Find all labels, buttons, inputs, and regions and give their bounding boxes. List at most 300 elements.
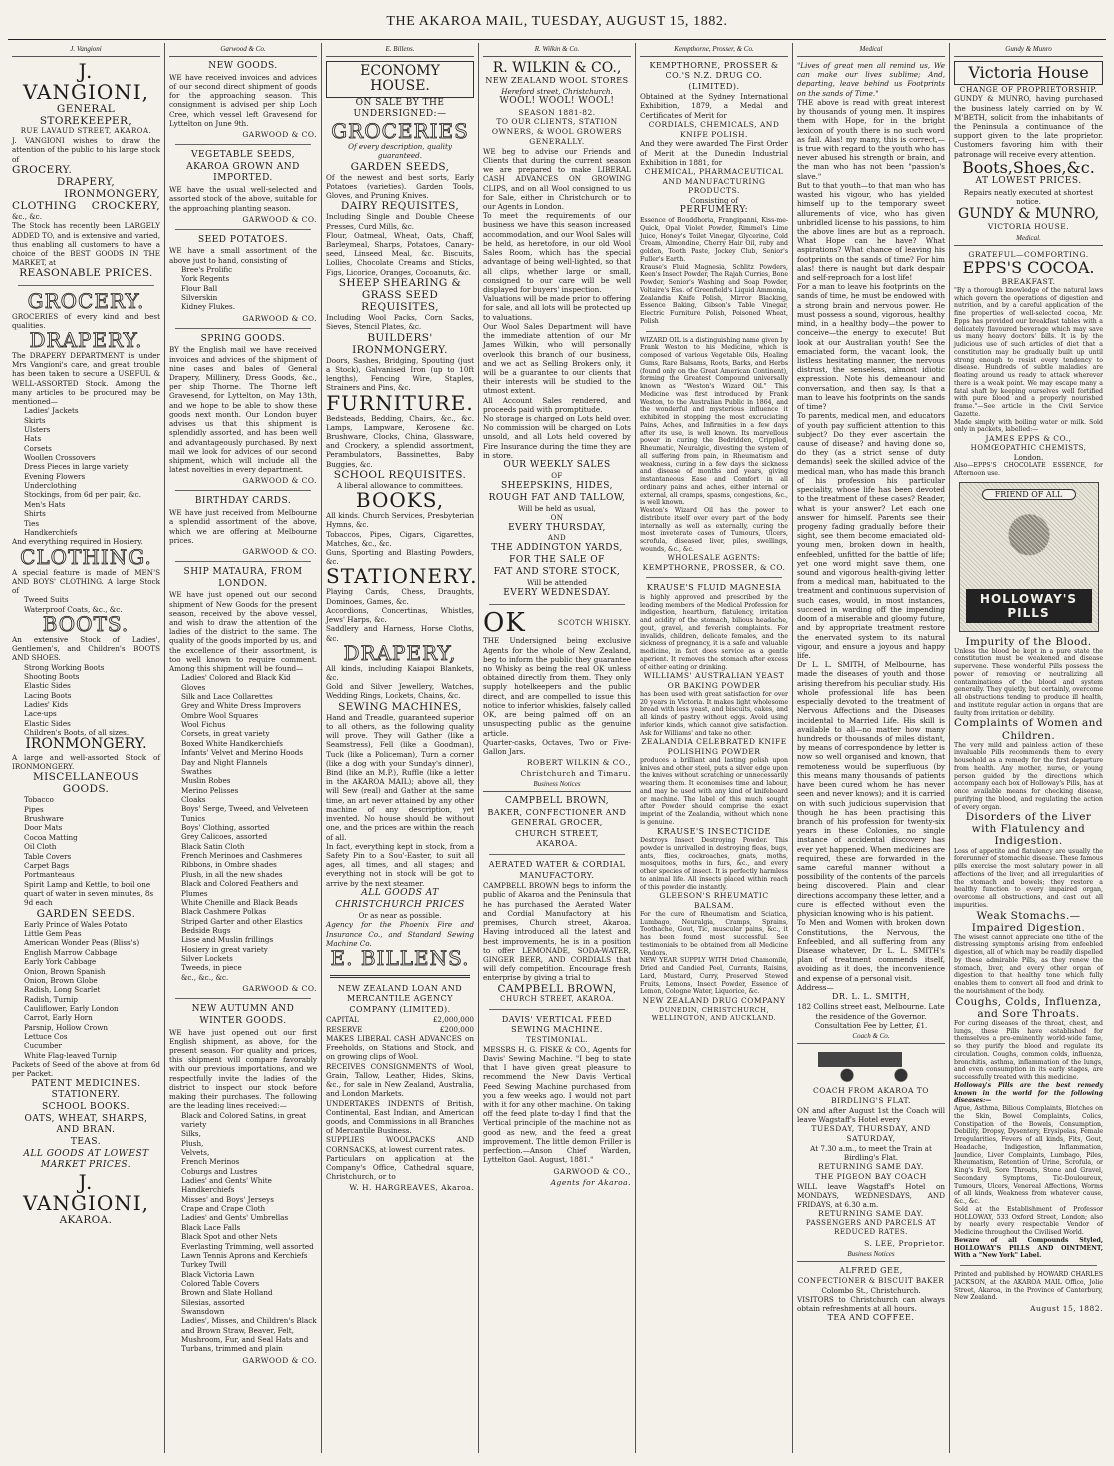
list-item: Shirts	[24, 509, 46, 519]
hosiery-text: And everything required in Hosiery.	[12, 537, 143, 547]
krause-heading: KRAUSE'S FLUID MAGNESIA	[646, 583, 782, 593]
billens-name: E. BILLENS.	[330, 946, 470, 971]
kpc-heading: KEMPTHORNE, PROSSER & CO.'S N.Z. DRUG CO. (LIMITED).	[649, 61, 779, 91]
seeds-list	[12, 920, 160, 1060]
clothing-heading: CLOTHING.	[20, 544, 152, 569]
capital-row	[326, 1015, 474, 1024]
weekly-of: OF	[551, 471, 563, 480]
list-item: Lace-ups	[24, 709, 57, 719]
obtained-text: Obtained at the Sydney International Exhibition, 1879, a Medal and Certificates of Merit for	[640, 92, 788, 120]
wilkin-body4: Our Wool Sales Department will have the immediate attention of our Mr James Wilkin, who will personally overlook this branch of our business, and we act as Selling Brokers only, it will be a guarantee to our clients that their interests will be studied to the utmost extent.	[483, 321, 631, 396]
school-heading: SCHOOL REQUISITES.	[333, 468, 467, 481]
wholesale-agents: WHOLESALE AGENTS:	[667, 553, 761, 562]
masthead: THE AKAROA MAIL, TUESDAY, AUGUST 15, 1882.	[8, 14, 1106, 40]
list-item: Crape and Crape Cloth	[181, 1204, 266, 1214]
birthday-heading: BIRTHDAY CARDS.	[194, 496, 292, 507]
perfumery-text: Essence of Bouddhoria, Frangipanni, Kiss-me-Quick, Opal Violet Powder, Rimmel's Lime Juice, Honey's Toilet Vinegar, Glycerine, Cold Cream, Almondine, Cherry Hair Oil, ruby and golden, Tooth Paste, Jockey Club, Senior's Fuller's Earth.	[640, 217, 788, 263]
insecticide-heading: KRAUSE'S INSECTICIDE	[657, 826, 771, 836]
list-item: Onion, Brown Globe	[24, 975, 98, 985]
lee-signature: S. LEE, Proprietor.	[864, 1239, 945, 1249]
repairs: Repairs neatly executed at shortest notice.	[963, 188, 1094, 207]
capital-value: £2,000,000	[432, 1015, 474, 1025]
list-item: Strong Working Boots	[24, 662, 105, 672]
column-billens	[322, 43, 479, 1453]
victoria-house-line: VICTORIA HOUSE.	[987, 221, 1070, 231]
wilkin-name: R. WILKIN & CO.,	[492, 60, 622, 76]
oats-line: OATS, WHEAT, SHARPS, AND BRAN.	[24, 1113, 148, 1136]
gee-address: Colombo St., Christchurch.	[821, 1285, 921, 1295]
garwood-agent: GARWOOD & CO.,	[553, 1166, 631, 1176]
garwood-signature: GARWOOD & CO.	[242, 984, 317, 994]
list-item: Parsnip, Hollow Crown	[24, 1022, 109, 1032]
gee-name: ALFRED GEE,	[839, 1266, 903, 1276]
dairy-heading: DAIRY REQUISITES,	[340, 200, 460, 213]
weekly-on: ON	[550, 513, 564, 522]
list-item: Black Victoria Lawn	[181, 1269, 255, 1279]
list-item: Ladies' Kids	[24, 699, 69, 709]
misc-heading: MISCELLANEOUS GOODS.	[32, 771, 140, 796]
every-thursday: EVERY THURSDAY,	[508, 522, 606, 533]
particulars-text: Particulars on application at the Company's Office, Cathedral square, Christchurch, or to	[326, 1153, 474, 1182]
chemical-line: CHEMICAL, PHARMACEUTICAL AND MANUFACTURING PRODUCTS.	[644, 166, 784, 196]
ship-list	[169, 673, 317, 982]
akaroa-line: AKAROA.	[536, 839, 578, 849]
list-item: Boys' Clothing, assorted	[181, 823, 270, 833]
line-drapery: DRAPERY,	[56, 175, 116, 188]
list-item: Little Gem Peas	[24, 929, 82, 939]
boots-shoes: Boots,Shoes,&c.	[962, 157, 1095, 177]
every-wednesday: EVERY WEDNESDAY.	[503, 587, 611, 598]
list-item: Ladies' and Gents' White Handkerchiefs	[181, 1176, 272, 1195]
list-item: Radish, Long Scarlet	[24, 985, 101, 995]
list-item: Tweeds, in piece	[181, 963, 242, 973]
zealandia-text: produces a brilliant and lasting polish upon knives and other steel, puts a silver edge upon the knives without scratching or unnecessarily wearing them. It economises time and labour, and may be used with any kind of knifeboard or machine. The label of this much sought after Powder should comprise the exact imprint of the Zealandia, without which none is genuine.	[640, 756, 788, 826]
change-proprietorship: CHANGE OF PROPRIETORSHIP.	[959, 84, 1098, 94]
williams-heading: WILLIAMS' AUSTRALIAN YEAST OR BAKING POWDER	[643, 671, 785, 691]
list-item: Lettuce Cos	[24, 1032, 68, 1042]
column-head: Gundy & Munro	[954, 43, 1103, 57]
list-item: Silver Lockets	[181, 954, 233, 964]
builders-text: Doors, Sashes, Bridging, Spouting (just a Stock), Galvanised Iron (up to 10ft lengths), Fencing Wire, Staples, Strainers and Pins, &c.	[326, 355, 474, 393]
medical-body5: Dr L. L. SMITH, of Melbourne, has made the diseases of youth and those arising therefrom his peculiar study. His whole professional life has been especially devoted to the treatment of Nervous Affections and the Diseases incidental to Married Life. His skill is available to all—no matter how many hundreds or thousands of miles distant, by means of correspondence by letter is now so well organised and known, that remoteness would be superfluous (by this means many thousands of patients have been cured whom he has never seen and never knows); and it is carried on with such judicious supervision that though he has been practising this branch of his profession for twenty-six years in these Colonies, no single instance of accidental discovery has ever yet happened. When medicines are required, these are forwarded in the same careful manner without a possibility of the contents of the parcels being discovered. Plain and clear directions accompany these letter, and a cure is effected without even the physician knowing who is his patient.	[797, 660, 945, 919]
weekly-sales: OUR WEEKLY SALES	[503, 460, 611, 471]
garden-heading: GARDEN SEEDS,	[350, 160, 450, 173]
veg-seeds-text: WE have the usual well-selected and assorted stock of the above, suitable for the approaching planting season.	[169, 185, 317, 213]
vangioni-trade: GENERAL STOREKEEPER,	[39, 103, 133, 128]
list-item: Coburgs and Lustres	[181, 1166, 258, 1176]
wilkin-body6: No storage is charged on Lots held over. No commission will be charged on Lots unsold, and all Lots held covered by Fire Insurance during the time they are in store.	[483, 414, 631, 460]
shearing-text: Including Wool Packs, Corn Sacks, Sieves, Stencil Plates, &c.	[326, 313, 474, 332]
nz-drug-cities: DUNEDIN, CHRISTCHURCH, WELLINGTON, AND AUCKLAND.	[651, 1005, 777, 1023]
doctor-address: 182 Collins street east, Melbourne. Late the residence of the Governor.	[797, 1002, 945, 1021]
list-item: Shooting Boots	[24, 671, 80, 681]
ok-heading: OK	[483, 608, 526, 639]
returning: RETURNING SAME DAY.	[818, 1162, 924, 1172]
accordions-text: Accordions, Concertinas, Whistles, Jews' Harps, &c.	[326, 605, 474, 625]
krause-list: Krause's Fluid Magnesia, Schlitz Powders, Keen's Insect Powder, The Rajah Curries, Bone Powder, Senior's Washing and Soap Powder, Voltaire's Ess. of Greenfield's Liquid Ammonia, Zealandia Knife Polish, Mirror Blacking, Essence Baking, Gibson's Table Vinegar, Electric Furniture Polish, Poisoned Wheat, Polish	[640, 263, 788, 325]
column-gundy-munro	[950, 43, 1107, 1453]
list-item: Corsets	[24, 443, 52, 453]
awarded-text: And they were awarded The First Order of Merit at the Dunedin Industrial Exhibition in 1881, for	[640, 139, 788, 167]
wool-stores: NEW ZEALAND WOOL STORES	[485, 76, 629, 86]
list-item: Dress Pieces in large variety	[24, 462, 129, 472]
column-head: J. Vangioni	[12, 43, 160, 57]
complaints-text: The very mild and painless action of these invaluable Pills recommends them to every household as a remedy for the first departure from health. Any mother, nurse, or young person guided by the directions which accompany each box of Holloway's Pills, has at once available means for checking disease, purifying the blood, and regulating the action of every organ.	[954, 741, 1103, 811]
addington: THE ADDINGTON YARDS, FOR THE SALE OF	[491, 543, 623, 566]
insecticide-text: Destroys Insect Destroying Powder. This powder is unrivalled in destroying fleas, bugs, ants, flies, cockroaches, gnats, moths, mosquitoes, moths in furs, &c., and every other species of insect. It is perfectly harmless to animal life. All insects placed within reach of this powder die instantly.	[640, 837, 788, 891]
list-item: &c., &c., &c.	[181, 972, 229, 982]
list-item: Children's Boots, of all sizes.	[24, 728, 130, 738]
list-item: Striped Garter and other Elastics	[181, 916, 303, 926]
line-crockery: CROCKERY,	[91, 200, 160, 213]
agency-text: Agency for the Phoenix Fire and Insurance Co., and Standard Sewing Machine Co.	[326, 920, 474, 948]
diseases-list: Ague, Asthma, Bilious Complaints, Blotches on the Skin, Bowel Complaints, Colics, Constipation of the Bowels, Consumption, Debility, Dropsy, Dysentery, Erysipelas, Female Irregularities, Fevers of all kinds, Fits, Gout, Headache, Indigestion, Inflammation, Jaundice, Liver Complaints, Lumbago, Piles, Rheumatism, Retention of Urine, Scrofula, or King's Evil, Sore Throats, Stone and Gravel, Secondary Symptoms, Tic-Douloureux, Tumours, Ulcers, Venereal Affections, Worms of all kinds, Weakness from whatever cause, &c., &c.	[954, 1105, 1103, 1206]
list-item: Handkerchiefs	[24, 527, 78, 537]
medical-body3: For a man to leave his footprints on the sands of time, he must be endowed with a strong brain and nervous power. He must possess a sound, vigorous, healthy mind, in a healthy body—the power to conceive—the energy to execute! But look at our Australian youth! See the emaciated form, the vacant look, the listless hesitating manner, the nervous distrust, the senseless, almost idiotic expression. Note his demeanour and conversation, and then say, Is that a man to leave his footprints on the sands of time?	[797, 282, 945, 412]
list-item: Men's Hats	[24, 499, 66, 509]
list-item: Portmanteaus	[24, 870, 75, 880]
seeds-heading: GARDEN SEEDS.	[36, 907, 136, 920]
wilkin-signature: ROBERT WILKIN & CO.,	[526, 758, 631, 768]
campbell-name: CAMPBELL BROWN,	[504, 796, 610, 807]
wizard-oil-text: WIZARD OIL is a distinguishing name given by Frank Weston to his Medicine, which is composed of various Vegetable Oils, Healing Gums, Rare Balsams, Roots, Barks, and Herbs (found only on the Great American Continent), forming the Greatest Compound universally known as "Weston's Wizard Oil." This Medicine was first introduced by Frank Weston, to the Australian Public in 1864, and the wonderful and mysterious influence it exhibited in stopping the most excruciating Pains, Aches, and Infirmities in a few days after its use, is well known. Its marvellous power in curing the Bedridden, Crippled, Rheumatic, Neuralgic, divesting the system of all suffering from pain, in Rheumatism and weakness, curing in a few days the sickness and disease of months and years, giving instantaneous Ease and Comfort in all ordinary pains and aches, either internal or external, all cramps, spasms, congestions, &c., is well known.	[640, 336, 788, 507]
cordials-line: CORDIALS, CHEMICALS, AND KNIFE POLISH.	[648, 119, 780, 139]
column-garwood	[165, 43, 322, 1453]
column-head: Medical	[797, 43, 945, 57]
misc-list	[12, 795, 160, 907]
list-item: Everlasting Trimming, well assorted	[181, 1241, 314, 1251]
jewellery-text: Gold and Silver Jewellery, Watches, Wedding Rings, Lockets, Chains, &c.	[326, 682, 474, 701]
drapery-text: The DRAPERY DEPARTMENT is under Mrs Vangioni's care, and great trouble has been taken to secure a USEFUL & WELL-ASSORTED Stock. Among the many articles to be procured may be mentioned—	[12, 350, 160, 407]
list-item: Ladies' Jackets	[24, 406, 79, 416]
list-item: Velvets,	[181, 1147, 210, 1157]
new-goods-heading: NEW GOODS.	[208, 61, 278, 71]
medical-body4: To parents, medical men, and educators of youth pay sufficient attention to this subject? Do they ever ascertain the cause of disease? and having done so, do they (as a strict sense of duty demands) seek the skilled advice of the medical man, who has made this branch of his profession his particular speciality, whose life has been devoted to the treatment of these cases? Reader, what is your answer? Let each one answer for himself. Parents see their progeny fading gradually before their sight, see them become emaciated old-young men, broken down in health, enfeebled, unfitted for the battle of life; yet one word might save them, one sound and vigorous health-giving letter from a medical man, habituated to the treatment and continuous supervision of such cases, would, in most instances, succeed in warding off the impending doom of a miserable and gloomy future, and by appropriate treatment restore the enervated system to its natural vigour, and ensure a joyous and happy life.	[797, 411, 945, 660]
list-item: Boys' Serge, Tweed, and Velveteen Tunics	[181, 804, 309, 823]
wilkin-street: Hereford street, Christchurch.	[501, 86, 613, 96]
new-goods-text: WE have received invoices and advices of our second direct shipment of goods for the approaching season. This consignment is advised per ship Loch Cree, which vessel left Gravesend for Lyttelton on June 9th.	[169, 72, 317, 128]
list-item: Tweed Suits	[24, 595, 69, 605]
wilkin-body5: All Account Sales rendered, and proceeds paid with promptitude.	[483, 395, 631, 414]
list-item: Bedside Rugs	[181, 926, 231, 935]
krause-text: is highly approved and prescribed by the leading members of the Medical Profession for indigestion, heartburn, flatulency, irritation and acidity of the stomach, bilious headache, gout, gravel, and feverish complaints. For invalids, children, delicate females, and the sickness of pregnancy, it is a safe and valuable medicine, in fact does service as a gentle aperient. It removes the stomach after excess of either eating or drinking.	[640, 593, 788, 671]
list-item: Cucumber	[24, 1041, 62, 1051]
vangioni-intro: J. VANGIONI wishes to draw the attention of the public to his large stock of	[12, 136, 160, 164]
column-wilkin	[479, 43, 636, 1453]
autumn-list	[169, 1111, 317, 1354]
list-item: Oil Cloth	[24, 842, 57, 852]
davis-heading: DAVIS' VERTICAL FEED SEWING MACHINE.	[501, 1014, 613, 1035]
seed-potatoes-text: WE have a small assortment of the above just to hand, consisting of	[169, 246, 317, 265]
groceries-sub: Of every description, quality guaranteed.	[348, 142, 452, 161]
dairy-list: Flour, Oatmeal, Wheat, Oats, Chaff, Barleymeal, Sharps, Potatoes, Canary-seed, Linseed Meal, &c. Biscuits, Lollies, Chocolate Creams and Sticks, Figs, Licorice, Oranges, Cocoanuts, &c.	[326, 230, 474, 277]
furniture-heading: FURNITURE.	[326, 390, 474, 415]
list-item: Wool Fichus	[181, 720, 226, 730]
gee-trade: CONFECTIONER & BISCUIT BAKER	[797, 1276, 945, 1285]
address-label: Address—	[797, 982, 834, 992]
garwood-signature: GARWOOD & CO.	[242, 313, 317, 323]
list-item: Lawn Tennis Aprons and Kerchiefs	[181, 1250, 308, 1260]
list-item: White Chenille and Black Beads	[181, 897, 298, 907]
list-item: Ribbons, in Ombre shades	[181, 860, 277, 870]
lowest-prices: ALL GOODS AT LOWEST MARKET PRICES.	[23, 1148, 149, 1171]
autumn-heading: NEW AUTUMN AND WINTER GOODS.	[191, 1004, 295, 1026]
boots-text: An extensive Stock of Ladies', Gentlemen's, and Children's BOOTS AND SHOES.	[12, 634, 160, 663]
list-item: Merino Pelisses	[181, 785, 239, 795]
testimonial-heading: TESTIMONIAL.	[526, 1035, 588, 1044]
builders-heading: BUILDERS' IRONMONGERY.	[352, 331, 448, 356]
held-attended: Will be attended	[527, 578, 587, 588]
school-text: A liberal allowance to committees.	[336, 480, 464, 490]
veg-seeds-heading: VEGETABLE SEEDS, AKAROA GROWN AND IMPORTED.	[186, 150, 300, 184]
drapery-list	[12, 406, 160, 537]
list-item: Carrot, Early Horn	[24, 1013, 93, 1023]
season: SEASON 1881-82.	[518, 107, 596, 117]
gundy-munro-name: GUNDY & MUNRO,	[957, 205, 1100, 222]
list-item: French Merinoes and Cashmeres	[181, 851, 303, 861]
list-item: Spirit Lamp and Kettle, to boil one quart of water in seven minutes, 8s 9d each	[24, 879, 154, 908]
list-item: Skirts	[24, 415, 46, 425]
list-item: Lacing Boots	[24, 690, 72, 700]
books-text: All kinds. Church Services, Presbyterian Hymns, &c.	[326, 511, 474, 530]
london: London.	[1013, 452, 1044, 462]
column-head: Garwood & Co.	[169, 43, 317, 57]
list-item: Table Covers	[24, 851, 72, 861]
garwood-signature: GARWOOD & CO.	[242, 214, 317, 224]
beware-text: Beware of all Compounds Styled, HOLLOWAY'S PILLS AND OINTMENT, With a "New York" Label.	[954, 1236, 1103, 1260]
weak-heading: Weak Stomachs.—Impaired Digestion.	[971, 909, 1086, 934]
coach-illustration	[811, 1048, 931, 1082]
returning2: RETURNING SAME DAY.	[818, 1209, 924, 1219]
liver-text: Loss of appetite and flatulency are usually the forerunner of stomachic disease. These famous pills exercise the most salutary power in all affections of the liver, and all irregularities of the stomach and bowels; they restore a healthy function to every impaired organ, overcome all obstructions, and cast out all impurities.	[954, 847, 1103, 909]
list-item: Muslin Robes	[181, 776, 231, 786]
kpc-agents: KEMPTHORNE, PROSSER, & CO.	[642, 562, 786, 572]
list-item: Bree's Prolific	[181, 264, 233, 274]
list-item: Silks,	[181, 1129, 201, 1139]
saddlery-text: Saddlery and Harness, Horse Cloths, &c.	[326, 624, 474, 643]
sewing-heading: SEWING MACHINES,	[338, 700, 462, 713]
list-item: Flour Ball	[181, 283, 218, 293]
homeopathic: HOMŒOPATHIC CHEMISTS,	[970, 443, 1087, 452]
aerated-text: CAMPBELL BROWN begs to inform the public of Akaroa and the Peninsula that he has purchased the Aerated Water and Cordial Manufactory at his premises, Church street, Akaroa. Having introduced all the latest and best improvements, he is in a position to offer LEMONADE, SODA-WATER, GINGER BEER, AND CORDIALS that will defy competition. Encourage fresh enterprise by giving a trial to	[483, 881, 631, 983]
clients-heading: TO OUR CLIENTS, STATION OWNERS, & WOOL GROWERS GENERALLY.	[491, 117, 623, 146]
list-item: Stockings, from 6d per pair, &c.	[24, 490, 141, 500]
spring-goods-text: BY the English mail we have received invoices and advices of the shipment of nine cases and bales of General Drapery, Millinery, Dress Goods, &c., per ship Thorne. The Thorne left Gravesend, for Lyttelton, on May 13th, and we hope to be able to show these goods next month. Our London buyer advises us that this shipment is splendidly assorted, and has been well and advantageously purchased. By next mail we look for advices of our second shipment, which will include all the latest novelties in every department.	[169, 345, 317, 475]
birthday-text: WE have just received from Melbourne a splendid assortment of the above, which we are offering at Melbourne prices.	[169, 508, 317, 545]
column-head: R. Wilkin & Co.	[483, 43, 631, 57]
indents-text: UNDERTAKES INDENTS of British, Continental, East Indian, and American goods, and Commissions in all Branches of Mercantile Business.	[326, 1098, 474, 1136]
medical-body2: But to that youth—to that man who has wasted his vigour, who has yielded himself up to the temporary sweet allurements of vice, who has given unbridled license to his passions, to him the above lines are but as a reproach. What Hope can he have? What aspirations? What chance of leaving his footprints on the sands of time? For him alas! there is naught but dark despair and self-reproach for a lost life!	[797, 180, 945, 283]
drapery-text: All kinds, including Kaiapoi Blankets, &c.	[326, 663, 474, 682]
pigeon-heading: THE PIGEON BAY COACH	[815, 1171, 927, 1181]
line-grocery: GROCERY.	[12, 163, 73, 176]
safety-text: In fact, everything kept in stock, from a Safety Pin to a Sou'-Easter, to suit all ages, all times, and all stages; and everything not in stock will be got to arrive by the next steamer.	[326, 841, 474, 888]
list-item: Carpet Bags	[24, 860, 70, 870]
sheepskins: SHEEPSKINS, HIDES, ROUGH FAT AND TALLOW,	[488, 480, 626, 503]
list-item: Black Cashmere Polkas	[181, 907, 267, 917]
list-item: Silesias, assorted	[181, 1297, 245, 1307]
williams-text: has been used with great satisfaction for over 20 years in Victoria. It makes light wholesome bread with less yeast, and biscuits, cakes, and all kinds of pastry without eggs. Avoid using inferior kinds, which cannot give satisfaction. Ask for Williams' and take no other.	[640, 690, 788, 737]
holloway-banner: HOLLOWAY'S PILLS	[966, 589, 1092, 623]
on-sale: ON SALE BY THE UNDERSIGNED:—	[353, 97, 447, 120]
ironmongery-text: A large and well-assorted Stock of IRONMONGERY.	[12, 752, 160, 772]
list-item: Tobacco	[24, 795, 54, 805]
complaints-heading: Complaints of Women and Children.	[954, 717, 1103, 742]
reserve-row	[326, 1025, 474, 1034]
wilkin-body2: To meet the requirements of our business we have this season increased accommodation, and our Wool Sales will be held, as heretofore, in our old Wool Sales Room, which has the special advantage of being well-lighted, so that all clips, whether large or small, consigned to our care will be well displayed for buyers' inspection.	[483, 211, 631, 294]
tea-coffee: TEA AND COFFEE.	[827, 1313, 915, 1323]
list-item: French Merinos	[181, 1157, 240, 1167]
zealandia-heading: ZEALANDIA CELEBRATED KNIFE POLISHING POWDER	[641, 737, 787, 757]
list-item: English Marrow Cabbage	[24, 947, 118, 957]
list-item: Brushware	[24, 814, 64, 824]
list-item: Lisse and Muslin frillings	[181, 935, 274, 945]
potatoes-list	[169, 265, 317, 312]
sewing-text: Hand and Treadle, guaranteed superior to all others, as the following quality will prove. They will Gather (like a Seamstress), Fell (like a Goodman), Tuck (like a Policeman), Turn a corner (like a dog with your Sunday's dinner), Bind (like an M.P.), Ruffle (like a letter in the AKAROA MAIL); above all, they will Sew (real) and Gather at the same time, an art never attained by any other machine of any description, yet invented. No house should be without one, and the prices are within the reach of all.	[326, 712, 474, 842]
ship-mataura-text: WE have just opened out our second shipment of New Goods for the present season, received by the above vessel, and wish to draw the attention of the ladies of the district to the same. The quality of the goods imported by us, and the excellence of their assortment, is too well known to require comment. Among this shipment will be found—	[169, 590, 317, 674]
supplies-text: SUPPLIES WOOLPACKS AND CORNSACKS, at lowest current rates.	[326, 1135, 474, 1154]
garwood-signature: GARWOOD & CO.	[242, 130, 317, 139]
list-item: White Flag-leaved Turnip	[24, 1050, 117, 1060]
list-item: Boxed White Handkerchiefs	[181, 738, 283, 748]
coach-notice: Coach & Co.	[797, 1030, 945, 1044]
ironmongery-heading: IRONMONGERY.	[25, 736, 147, 753]
wool-heading: WOOL! WOOL! WOOL!	[499, 96, 615, 106]
list-item: Corsets, in great variety	[181, 729, 270, 739]
impurity-heading: Impurity of the Blood.	[965, 635, 1092, 648]
list-item: Door Mats	[24, 823, 63, 833]
held-usual: Will be held as usual,	[518, 504, 596, 514]
column-vangioni	[8, 43, 165, 1453]
nz-loan-heading: NEW ZEALAND LOAN AND MERCANTILE AGENCY COMPANY (LIMITED).	[337, 984, 463, 1014]
coughs-text: For curing diseases of the throat, chest, and lungs, these Pills have established for themselves a pre-eminently world-wide fame, so they purify the blood and regulate its circulation. Coughs, common colds, influenza, bronchitis, asthma, inflammation of the lungs, and even consumption in its early stages, are successfully treated with this medicine.	[954, 1019, 1103, 1082]
stationery-line: STATIONERY.	[51, 1090, 121, 1101]
list-item: Ties	[24, 518, 40, 528]
vangioni-footer-town: AKAROA.	[59, 1214, 113, 1227]
victoria-house: Victoria House	[954, 61, 1103, 85]
wilkin-body1: WE beg to advise our Friends and Clients that during the current season we are prepared to make LIBERAL CASH ADVANCES ON GROWING CLIPS, and on all Wool consigned to us for Sale, either in Christchurch or to our Agents in London.	[483, 146, 631, 211]
friend-ribbon: FRIEND OF ALL	[982, 489, 1076, 500]
capital-label: CAPITAL	[326, 1015, 359, 1025]
liver-heading: Disorders of the Liver with Flatulency and Indigestion.	[965, 811, 1092, 848]
gleeson-text: For the cure of Rheumatism and Sciatica, Lumbago, Neuralgia, Cramps, Sprains, Toothache, Gout, Tic, muscular pains, &c., it has been found most successful. See testimonials to be obtained from all Medicine Vendors.	[640, 910, 788, 957]
list-item: Woollen Crossovers	[24, 453, 96, 463]
garwood-signature: GARWOOD & CO.	[242, 476, 317, 486]
fat-store: FAT AND STORE STOCK,	[493, 566, 621, 577]
list-item: Early York Cabbage	[24, 957, 97, 967]
known-text: Holloway's Pills are the best remedy known in the world for the following diseases:—	[954, 1081, 1103, 1105]
consult-fee: Consultation Fee by Letter, £1.	[814, 1020, 928, 1030]
line-etc: &c., &c.	[12, 212, 42, 222]
books-heading: BOOKS,	[355, 488, 445, 513]
medical-notice: Medical.	[954, 232, 1103, 246]
reserve-label: RESERVE	[326, 1024, 363, 1034]
line-ironmongery: IRONMONGERY,	[64, 188, 160, 200]
doctor-name: DR. L. L. SMITH,	[831, 992, 910, 1002]
davis-text: MESSRS H. G. FISKE & CO., Agents for Davis' Sewing Machine. "I beg to state that I have given great pleasure to recommend the New Davis Vertical Feed Sewing Machine purchased from you a few weeks ago. I would not part with it for any other machine. On taking off the feed plate to-day I find that the Vertical principle of the machine not as good as new, and the feed a great improvement. The little demon Friller is perfection.—Anson Chief Warden, Lyttelton Gaol. August, 1881."	[483, 1044, 631, 1165]
list-item: Colored Table Covers	[181, 1278, 260, 1288]
weekly-and: AND	[547, 534, 567, 543]
list-item: Infants' Velvet and Merino Hoods	[181, 748, 304, 758]
seeds-note: Packets of Seed of the above at from 6d per Packet.	[12, 1060, 160, 1079]
breakfast: BREAKFAST.	[1001, 277, 1056, 287]
epps-also: Also—EPPS'S CHOCOLATE ESSENCE, for Afternoon use.	[954, 462, 1103, 477]
coach-time: At 7.30 a.m., to meet the Train at Birdling's Flat.	[810, 1143, 932, 1162]
epps-made: Made simply with boiling water or milk. Sold only in packets, labelled:—	[954, 418, 1103, 434]
parcels: PASSENGERS AND PARCELS AT REDUCED RATES.	[805, 1218, 937, 1237]
coach-heading: COACH FROM AKAROA TO BIRDLING'S FLAT.	[813, 1086, 929, 1105]
stationery-text: Playing Cards, Chess, Draughts, Dominoes, Games, &c.	[326, 587, 474, 606]
aerated-heading: AERATED WATER & CORDIAL MANUFACTORY.	[488, 860, 626, 880]
wizard-oil-text2: Weston's Wizard Oil has the power to distribute itself over every part of the body internally as well as externally, curing the most inveterate cases of Tumours, Ulcers, scrofula, diseased liver, piles, swellings, wounds, &c., &c.	[640, 507, 788, 553]
grocery-heading: GROCERY.	[27, 288, 145, 313]
list-item: Plush,	[181, 1138, 204, 1148]
impurity-text: Unless the blood be kept in a pure state the constitution must be weakened and disease supervene. These wonderful Pills possess the power of removing or neutralizing all contaminations of the blood and system generally. They quietly, but certainly, overcome all obstructions tending to produce ill health, and institute regular action in organs that are faulty from irritation or debility.	[954, 647, 1103, 717]
list-item: Pipes	[24, 804, 44, 814]
list-item: Hats	[24, 434, 42, 444]
list-item: Black Spot and other Nets	[181, 1232, 278, 1242]
autumn-text: WE have just opened out our first English shipment, as above, for the present season. For quality and prices, this shipment will compare favorably with our previous importations, and we respectfully invite the ladies of the district to inspect our stock before making their purchases. The following are the leading lines received:—	[169, 1027, 317, 1111]
list-item: Evening Flowers	[24, 471, 86, 481]
stationery-heading: STATIONERY.	[326, 564, 478, 589]
seed-potatoes-heading: SEED POTATOES.	[198, 234, 288, 245]
column-medical	[793, 43, 950, 1453]
columns	[8, 43, 1106, 1453]
list-item: Silverskin	[181, 292, 218, 302]
list-item: Hosiery in great variety	[181, 944, 268, 954]
church-street: CHURCH STREET,	[515, 828, 599, 838]
list-item: Black and Colored Satins, in great variety	[181, 1110, 307, 1129]
list-item: Elastic Sides	[24, 681, 71, 691]
list-item: Early Prince of Wales Potato	[24, 919, 128, 929]
list-item: Brown and Slate Holland	[181, 1288, 273, 1298]
list-item: Misses' and Boys' Jerseys	[181, 1194, 274, 1204]
new-year-text: NEW YEAR SUPPLY WITH Dried Chamomile, Dried and Candied Peel, Currants, Raisins, Lard, Mustard, Curry, Preserved Stewed Fruits, Lemons, Insect Powder, Essence of Lemon, Cologne Water, Liquorice, &c.	[640, 957, 788, 996]
coughs-heading: Coughs, Colds, Influenza, and Sore Throats.	[955, 995, 1102, 1020]
business-notices: Business Notices	[483, 778, 631, 792]
nz-drug-heading: NEW ZEALAND DRUG COMPANY	[642, 996, 786, 1006]
grateful: GRATEFUL—COMFORTING.	[968, 249, 1089, 259]
coach-text: ON and after August 1st the Coach will leave Wagstaff's Hotel every	[797, 1105, 945, 1124]
consisting: Consisting of	[690, 196, 738, 206]
list-item: Ladies' and Gents' Umbrellas	[181, 1213, 289, 1223]
ok-sub: SCOTCH WHISKY.	[557, 618, 631, 627]
list-item: Swansdown	[181, 1307, 225, 1317]
all-goods: ALL GOODS AT CHRISTCHURCH PRICES	[335, 887, 465, 910]
printed-text: Printed and published by HOWARD CHARLES JACKSON, at the AKAROA MAIL Office, Jolie Street, Akaroa, in the Province of Canterbury, New Zealand.	[954, 1271, 1103, 1302]
gleeson-heading: GLEESON'S RHEUMATIC BALSAM.	[659, 891, 769, 911]
drapery-heading: DRAPERY,	[343, 640, 457, 665]
near-possible: Or as near as possible.	[358, 911, 442, 921]
list-item: Ulsters	[24, 424, 51, 434]
list-item: Kidney Flukes.	[181, 302, 235, 312]
printed-date: August 15, 1882.	[1030, 1304, 1103, 1314]
epps-cocoa: EPPS'S COCOA.	[962, 258, 1095, 278]
school-books-line: SCHOOL BOOKS.	[42, 1101, 130, 1112]
vangioni-street: RUE LAVAUD STREET, AKAROA.	[20, 127, 152, 136]
medical-body1: THE above is read with great interest by thousands of young men. It inspires them with Hope, for in the bright lexicon of youth there is no such word as fail. Alas! my many, this is correct,—is true with regard to the youth who has never abused his strength or brain, and the man who has not been "passion's slave."	[797, 97, 945, 181]
boots-list	[12, 663, 160, 738]
hargreaves-signature: W. H. HARGREAVES, Akaroa.	[349, 1183, 474, 1193]
sold-text: Sold at the Establishment of Professor HOLLOWAY, 533 Oxford Street, London; also by nearly every respectable Vendor of Medicine throughout the Civilised World.	[954, 1205, 1103, 1237]
ok-text: THE Undersigned being exclusive Agents for the whole of New Zealand, beg to inform the public they guarantee no Whisky as being the real OK unless obtained directly from them. They only supply hotelkeepers and the public direct, and are compelled to issue this notice to inferior whiskies, falsely called OK, are being palmed off on an unsuspecting public as the genuine article.	[483, 636, 631, 738]
economy-house: ECONOMY HOUSE.	[326, 61, 474, 98]
list-item: Plush, in all the new shades	[181, 869, 283, 879]
list-item: Black Lace Falls	[181, 1222, 241, 1232]
reasonable-prices: REASONABLE PRICES.	[19, 267, 153, 280]
clothing-text: A special feature is made of MEN'S AND BOYS' CLOTHING. A large Stock of	[12, 567, 160, 595]
list-item: Cocoa Matting	[24, 832, 78, 842]
